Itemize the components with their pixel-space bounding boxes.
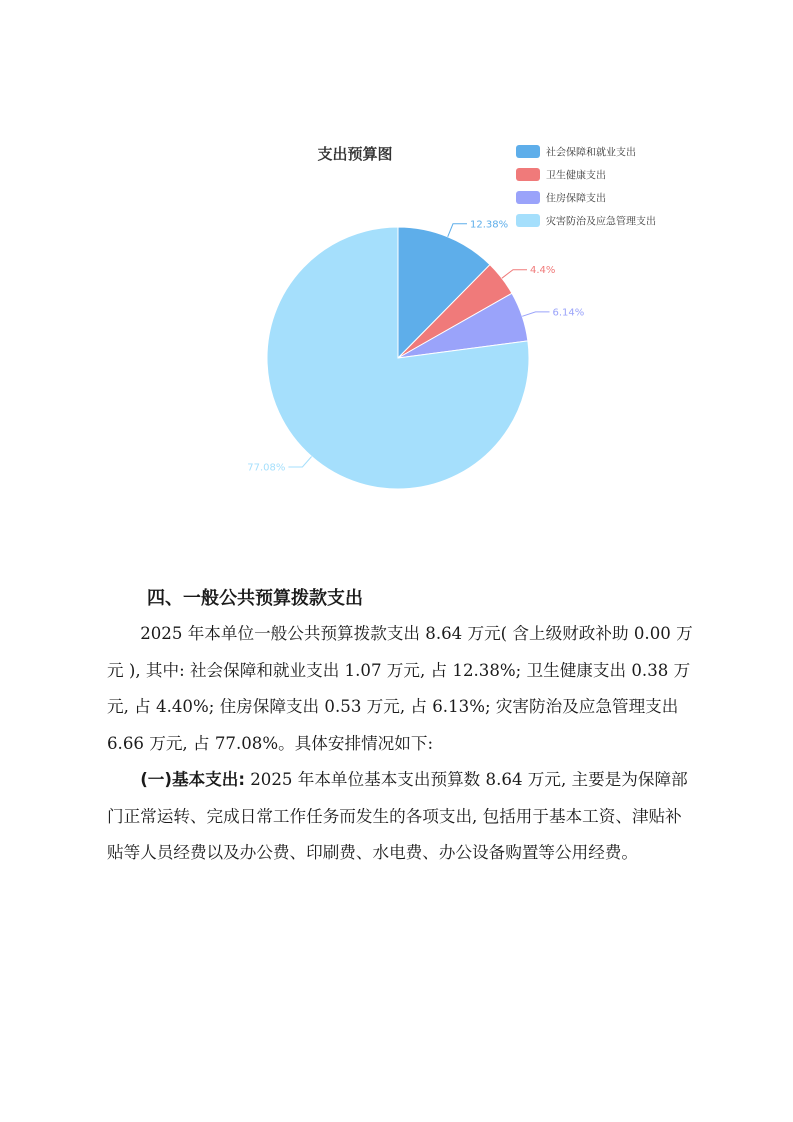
paragraph-overview: 2025 年本单位一般公共预算拨款支出 8.64 万元( 含上级财政补助 0.00 万元 ), 其中: 社会保障和就业支出 1.07 万元, 占 12.38%; 卫生健康支出 0.38 万元, 占 4.40%; 住房保障支出 0.53 万元, 占 6.13%; 灾害防治及应急管理支出 6.66 万元, 占 77.08%。具体安排情况如下: xyxy=(107,624,693,753)
pie-chart xyxy=(230,130,710,510)
pie-slices xyxy=(267,227,529,489)
pie-leader-line-2 xyxy=(522,312,549,316)
basic-expenditure-body: 2025 年本单位基本支出预算数 8.64 万元, 主要是为保障部门正常运转、完成日常工作任务而发生的各项支出, 包括用于基本工资、津贴补贴等人员经费以及办公费、印刷费、水电费、办公设备购置等公用经费。 xyxy=(107,770,688,862)
legend-swatch-3 xyxy=(516,214,540,227)
pie-leader-line-1 xyxy=(502,270,527,279)
legend-label-0: 社会保障和就业支出 xyxy=(546,147,636,159)
legend-swatch-1 xyxy=(516,168,540,181)
legend-label-1: 卫生健康支出 xyxy=(546,170,606,182)
section-heading: 四、一般公共预算拨款支出 xyxy=(147,588,363,609)
pie-label-0: 12.38% xyxy=(470,219,509,231)
basic-expenditure-lead: (一)基本支出: xyxy=(140,770,245,789)
chart-legend xyxy=(516,145,656,228)
document-body xyxy=(107,582,697,872)
legend-label-2: 住房保障支出 xyxy=(546,193,606,205)
legend-swatch-2 xyxy=(516,191,540,204)
pie-leader-line-0 xyxy=(448,224,467,237)
legend-swatch-0 xyxy=(516,145,540,158)
paragraph-basic-expenditure xyxy=(107,762,697,872)
pie-label-1: 4.4% xyxy=(530,265,556,277)
pie-leader-line-3 xyxy=(288,457,311,468)
pie-chart-svg xyxy=(230,130,710,510)
pie-label-2: 6.14% xyxy=(552,307,585,319)
legend-label-3: 灾害防治及应急管理支出 xyxy=(546,216,656,228)
pie-label-3: 77.08% xyxy=(247,462,286,474)
chart-title: 支出预算图 xyxy=(317,145,393,163)
